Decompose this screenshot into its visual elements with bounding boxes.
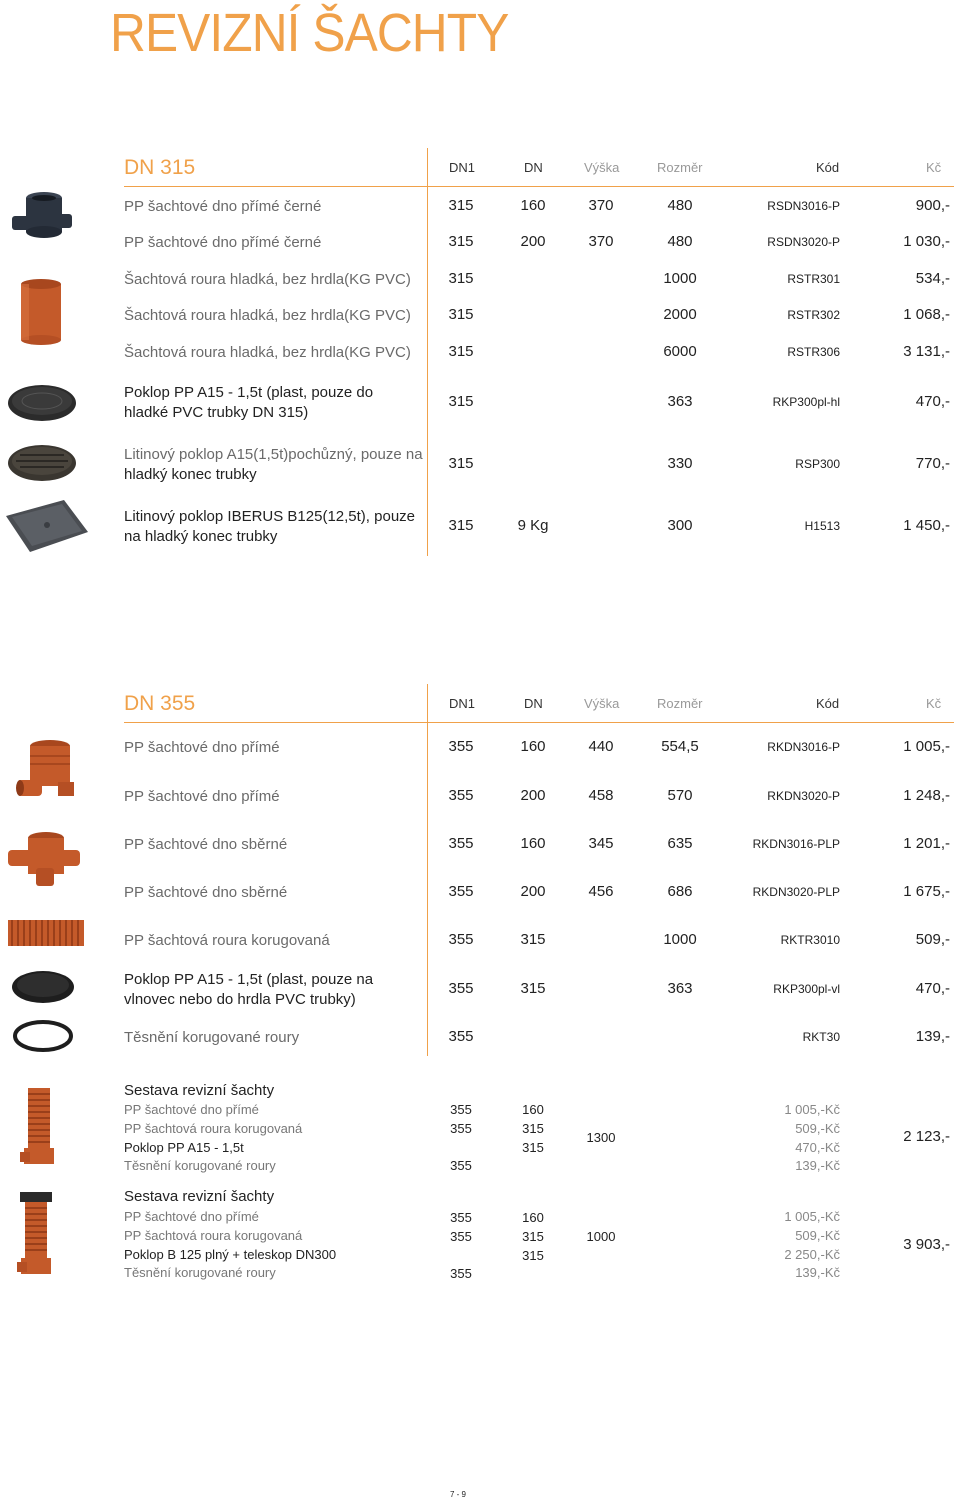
cell-vyska: 456 (588, 883, 614, 900)
cell-rozmer: 6000 (663, 343, 697, 360)
cell-kod: RSTR301 (787, 272, 840, 286)
product-name-line2: hladké PVC trubky DN 315) (124, 404, 309, 421)
product-name-line2: na hladký konec trubky (124, 528, 278, 545)
cell-kod: RSDN3020-P (767, 235, 840, 249)
cell-kod: RKDN3020-PLP (752, 885, 840, 899)
product-name: PP šachtové dno přímé černé (124, 198, 322, 215)
kit-item-dn1: 355 (450, 1210, 472, 1225)
cell-kc: 1 248,- (903, 787, 950, 804)
cell-vyska: 345 (588, 835, 614, 852)
kit-item-price: 1 005,-Kč (784, 1102, 840, 1117)
header-dn1: DN1 (449, 160, 476, 175)
cell-rozmer: 363 (667, 980, 693, 997)
product-name-line2: hladký konec trubky (124, 466, 257, 483)
cell-dn: 9 Kg (517, 517, 549, 534)
cell-kc: 3 131,- (903, 343, 950, 360)
cell-rozmer: 300 (667, 517, 693, 534)
cell-kc: 1 068,- (903, 306, 950, 323)
cell-dn1: 315 (448, 233, 474, 250)
product-name: Poklop PP A15 - 1,5t (plast, pouze do (124, 384, 374, 401)
kit-vyska: 1300 (586, 1130, 616, 1145)
cell-kc: 1 201,- (903, 835, 950, 852)
cell-kc: 470,- (915, 980, 950, 997)
kit-item-dn1: 355 (450, 1266, 472, 1281)
cell-dn: 160 (520, 738, 546, 755)
cell-dn1: 355 (448, 835, 474, 852)
kit-item-name: Poklop B 125 plný + teleskop DN300 (124, 1247, 337, 1262)
product-name: PP šachtové dno sběrné (124, 836, 288, 853)
cell-dn1: 315 (448, 393, 474, 410)
cell-kc: 1 030,- (903, 233, 950, 250)
kit-total-price: 2 123,- (903, 1128, 950, 1145)
cell-kod: RKP300pl-vl (773, 982, 840, 996)
cell-rozmer: 554,5 (661, 738, 699, 755)
shaft-base-black-icon (8, 188, 74, 244)
kit-item-price: 139,-Kč (795, 1158, 840, 1173)
kit-item-dn: 160 (522, 1102, 544, 1117)
header-vyska: Výška (584, 160, 620, 175)
kit-item-name: Těsnění korugované roury (124, 1158, 276, 1173)
cell-dn1: 315 (448, 455, 474, 472)
header-dn: DN (524, 160, 543, 175)
cell-kod: H1513 (804, 519, 840, 533)
cell-kc: 1 005,- (903, 738, 950, 755)
product-name: PP šachtové dno přímé (124, 788, 280, 805)
kit-item-dn: 315 (522, 1121, 544, 1136)
kit-item-price: 139,-Kč (795, 1265, 840, 1280)
cell-kc: 1 675,- (903, 883, 950, 900)
manhole-cover-plastic-icon (6, 382, 78, 424)
cell-kc: 1 450,- (903, 517, 950, 534)
product-name: Litinový poklop IBERUS B125(12,5t), pouze (124, 508, 415, 525)
product-name: Šachtová roura hladká, bez hrdla(KG PVC) (124, 307, 411, 324)
cell-vyska: 370 (588, 197, 614, 214)
product-name: PP šachtové dno sběrné (124, 884, 288, 901)
cell-kod: RKT30 (802, 1030, 840, 1044)
cell-dn: 160 (520, 835, 546, 852)
cell-dn1: 355 (448, 883, 474, 900)
cell-dn1: 355 (448, 980, 474, 997)
cell-dn1: 355 (448, 738, 474, 755)
kit-item-name: PP šachtová roura korugovaná (124, 1228, 303, 1243)
page-title: REVIZNÍ ŠACHTY (110, 3, 509, 63)
kit-item-dn: 160 (522, 1210, 544, 1225)
manhole-cover-iberus-icon (4, 498, 90, 554)
seal-ring-icon (12, 1018, 74, 1054)
kit-item-dn: 315 (522, 1140, 544, 1155)
header-rozmer: Rozměr (657, 160, 703, 175)
cell-dn: 160 (520, 197, 546, 214)
shaft-assembly-telescope-icon (16, 1190, 56, 1280)
cell-rozmer: 635 (667, 835, 693, 852)
product-name: PP šachtové dno přímé (124, 739, 280, 756)
product-name: PP šachtová roura korugovaná (124, 932, 330, 949)
cell-rozmer: 480 (667, 233, 693, 250)
cell-dn1: 315 (448, 197, 474, 214)
cell-kod: RKDN3020-P (767, 789, 840, 803)
cell-kc: 139,- (915, 1028, 950, 1045)
divider-vertical (427, 684, 428, 1056)
corrugated-pipe-icon (6, 914, 86, 952)
header-kc: Kč (926, 696, 942, 711)
header-dn: DN (524, 696, 543, 711)
cell-rozmer: 363 (667, 393, 693, 410)
manhole-cover-plastic-icon (10, 968, 76, 1006)
cell-dn: 315 (520, 980, 546, 997)
kit-item-dn1: 355 (450, 1229, 472, 1244)
kit-item-dn1: 355 (450, 1158, 472, 1173)
shaft-assembly-icon (20, 1086, 60, 1170)
cell-kc: 470,- (915, 393, 950, 410)
cell-kc: 900,- (915, 197, 950, 214)
cell-rozmer: 1000 (663, 270, 697, 287)
cell-kod: RKDN3016-P (767, 740, 840, 754)
cell-dn1: 315 (448, 306, 474, 323)
header-vyska: Výška (584, 696, 620, 711)
pipe-smooth-icon (18, 278, 64, 346)
cell-dn: 315 (520, 931, 546, 948)
manhole-cover-cast-iron-icon (6, 442, 78, 484)
shaft-base-straight-icon (14, 738, 76, 806)
cell-kod: RSTR306 (787, 345, 840, 359)
cell-kod: RSTR302 (787, 308, 840, 322)
cell-rozmer: 686 (667, 883, 693, 900)
product-name: Šachtová roura hladká, bez hrdla(KG PVC) (124, 271, 411, 288)
cell-vyska: 370 (588, 233, 614, 250)
cell-rozmer: 570 (667, 787, 693, 804)
kit-item-price: 509,-Kč (795, 1121, 840, 1136)
header-kc: Kč (926, 160, 942, 175)
cell-dn1: 315 (448, 270, 474, 287)
kit-item-price: 509,-Kč (795, 1228, 840, 1243)
cell-kc: 534,- (915, 270, 950, 287)
divider-vertical (427, 148, 428, 556)
cell-kod: RKTR3010 (780, 933, 840, 947)
product-name: Těsnění korugované roury (124, 1029, 300, 1046)
divider-horizontal (124, 722, 954, 723)
header-kod: Kód (816, 696, 840, 711)
cell-dn1: 355 (448, 931, 474, 948)
cell-rozmer: 1000 (663, 931, 697, 948)
cell-kod: RSP300 (795, 457, 840, 471)
cell-kod: RSDN3016-P (767, 199, 840, 213)
kit-item-dn1: 355 (450, 1121, 472, 1136)
product-name-line2: vlnovec nebo do hrdla PVC trubky) (124, 991, 356, 1008)
header-kod: Kód (816, 160, 840, 175)
kit-total-price: 3 903,- (903, 1236, 950, 1253)
header-dn1: DN1 (449, 696, 476, 711)
kit-vyska: 1000 (586, 1229, 616, 1244)
cell-dn1: 355 (448, 787, 474, 804)
cell-dn: 200 (520, 883, 546, 900)
cell-vyska: 458 (588, 787, 614, 804)
kit-item-name: PP šachtové dno přímé (124, 1209, 259, 1224)
kit-item-name: Těsnění korugované roury (124, 1265, 276, 1280)
kit-item-dn: 315 (522, 1229, 544, 1244)
kit-item-name: PP šachtová roura korugovaná (124, 1121, 303, 1136)
kit-item-price: 1 005,-Kč (784, 1209, 840, 1224)
cell-kod: RKDN3016-PLP (752, 837, 840, 851)
divider-horizontal (124, 186, 954, 187)
cell-dn1: 315 (448, 343, 474, 360)
cell-dn: 200 (520, 787, 546, 804)
section-title-dn315: DN 315 (124, 156, 196, 179)
page-number: 7 - 9 (450, 1490, 467, 1498)
kit-item-name: PP šachtové dno přímé (124, 1102, 259, 1117)
cell-kod: RKP300pl-hl (772, 395, 840, 409)
product-name: Šachtová roura hladká, bez hrdla(KG PVC) (124, 344, 411, 361)
cell-rozmer: 2000 (663, 306, 697, 323)
cell-dn: 200 (520, 233, 546, 250)
product-name: Litinový poklop A15(1,5t)pochůzný, pouze na (124, 446, 423, 463)
product-name: Poklop PP A15 - 1,5t (plast, pouze na (124, 971, 374, 988)
section-title-dn355: DN 355 (124, 692, 196, 715)
shaft-base-collector-icon (6, 828, 82, 888)
kit-item-dn1: 355 (450, 1102, 472, 1117)
header-rozmer: Rozměr (657, 696, 703, 711)
kit-item-price: 470,-Kč (795, 1140, 840, 1155)
kit-item-price: 2 250,-Kč (784, 1247, 840, 1262)
kit-item-dn: 315 (522, 1248, 544, 1263)
cell-rozmer: 480 (667, 197, 693, 214)
cell-dn1: 355 (448, 1028, 474, 1045)
kit-title: Sestava revizní šachty (124, 1188, 275, 1205)
kit-item-name: Poklop PP A15 - 1,5t (124, 1140, 244, 1155)
cell-kc: 509,- (915, 931, 950, 948)
cell-rozmer: 330 (667, 455, 693, 472)
product-name: PP šachtové dno přímé černé (124, 234, 322, 251)
cell-kc: 770,- (915, 455, 950, 472)
cell-vyska: 440 (588, 738, 614, 755)
cell-dn1: 315 (448, 517, 474, 534)
kit-title: Sestava revizní šachty (124, 1082, 275, 1099)
